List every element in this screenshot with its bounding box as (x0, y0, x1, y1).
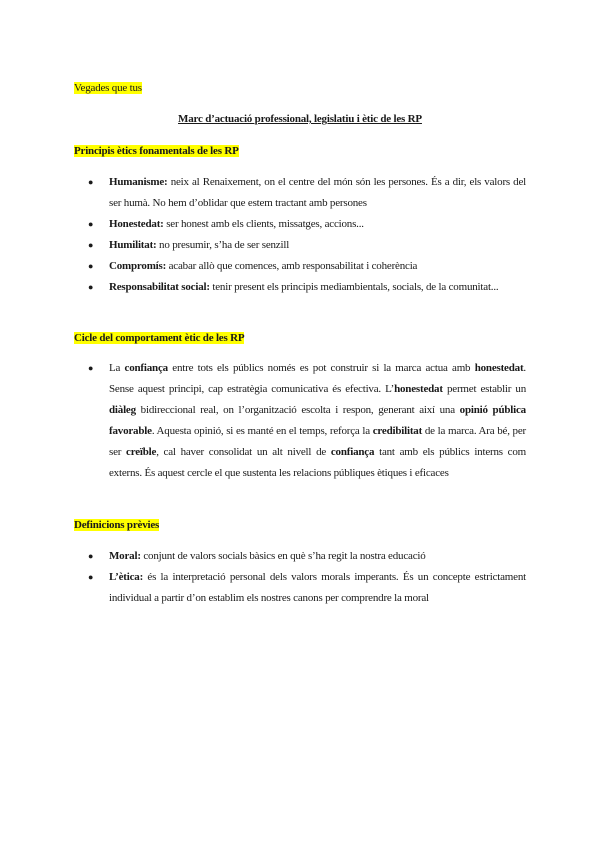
paragraph-text: permet establir un (442, 383, 526, 395)
principles-list (74, 172, 526, 298)
bullet-icon: ● (88, 219, 94, 229)
bullet-icon: ● (88, 240, 94, 250)
item-term: Humanisme: (109, 176, 168, 188)
item-term: Responsabilitat social: (109, 281, 210, 293)
top-note-text: Vegades que tus (74, 82, 142, 94)
paragraph-text: La (109, 362, 125, 374)
bullet-icon: ● (88, 261, 94, 271)
item-term: Humilitat: (109, 239, 157, 251)
list-item (74, 546, 526, 567)
bullet-icon: ● (88, 551, 94, 561)
paragraph-keyword: honestedat (394, 383, 443, 395)
paragraph-keyword: diàleg (109, 404, 136, 416)
paragraph-text: bidireccional real, on l’organització escolta i respon, generant així una (135, 404, 460, 416)
item-text: acabar allò que comences, amb responsabilitat i coherència (166, 260, 418, 272)
paragraph-keyword: honestedat (474, 362, 524, 374)
paragraph-keyword: creïble (126, 446, 157, 458)
section-heading-text: Definicions prèvies (74, 519, 160, 531)
cycle-list (74, 358, 526, 484)
bullet-icon: ● (88, 572, 94, 582)
item-term: L’ètica: (109, 571, 144, 583)
top-note (74, 82, 142, 94)
item-text: conjunt de valors socials bàsics en què s’ha regit la nostra educació (140, 550, 426, 562)
list-item (74, 358, 526, 484)
definitions-list (74, 546, 526, 609)
bullet-icon: ● (88, 177, 94, 187)
paragraph-keyword: confiança (330, 446, 375, 458)
list-item (74, 567, 526, 609)
paragraph-text: , cal haver consolidat un alt nivell de (156, 446, 331, 458)
paragraph-keyword: credibilitat (372, 425, 423, 437)
bullet-icon: ● (88, 282, 94, 292)
list-item (74, 172, 526, 214)
paragraph-text: tant amb els públics interns com externs. És aquest cercle el que sustenta les relacions públiques ètiques i eficaces (109, 446, 526, 479)
list-item (74, 277, 526, 298)
document-title: Marc d’actuació professional, legislatiu i ètic de les RP (178, 113, 422, 125)
item-text: tenir present els principis mediambientals, socials, de la comunitat... (209, 281, 499, 293)
paragraph-text: de la marca. Ara bé, per ser (109, 425, 526, 458)
item-text: no presumir, s’ha de ser senzill (156, 239, 290, 251)
list-item (74, 235, 526, 256)
section-heading-definitions (74, 519, 159, 531)
paragraph-text: . Aquesta opinió, si es manté en el temps, reforça la (151, 425, 373, 437)
paragraph-keyword: confiança (124, 362, 168, 374)
section-heading-principles (74, 145, 239, 157)
item-term: Moral: (109, 550, 141, 562)
section-heading-text: Principis ètics fonamentals de les RP (74, 145, 239, 157)
paragraph-text: entre tots els públics només es pot construir si la marca actua amb (167, 362, 475, 374)
item-term: Honestedat: (109, 218, 164, 230)
paragraph-keyword: opinió pública favorable (109, 404, 526, 437)
item-text: neix al Renaixement, on el centre del món són les persones. És a dir, els valors del ser humà. No hem d’oblidar que estem tractant amb persones (109, 176, 526, 209)
section-heading-text: Cicle del comportament ètic de les RP (74, 332, 245, 344)
list-item (74, 256, 526, 277)
item-text: ser honest amb els clients, missatges, accions... (163, 218, 364, 230)
paragraph-text: . Sense aquest principi, cap estratègia comunicativa és efectiva. L’ (109, 362, 526, 395)
item-term: Compromís: (109, 260, 167, 272)
section-heading-cycle (74, 332, 244, 344)
list-item (74, 214, 526, 235)
bullet-icon: ● (88, 363, 94, 373)
item-text: és la interpretació personal dels valors morals imperants. És un concepte estrictament individual a partir d’on establim els nostres canons per comprendre la moral (109, 571, 526, 604)
